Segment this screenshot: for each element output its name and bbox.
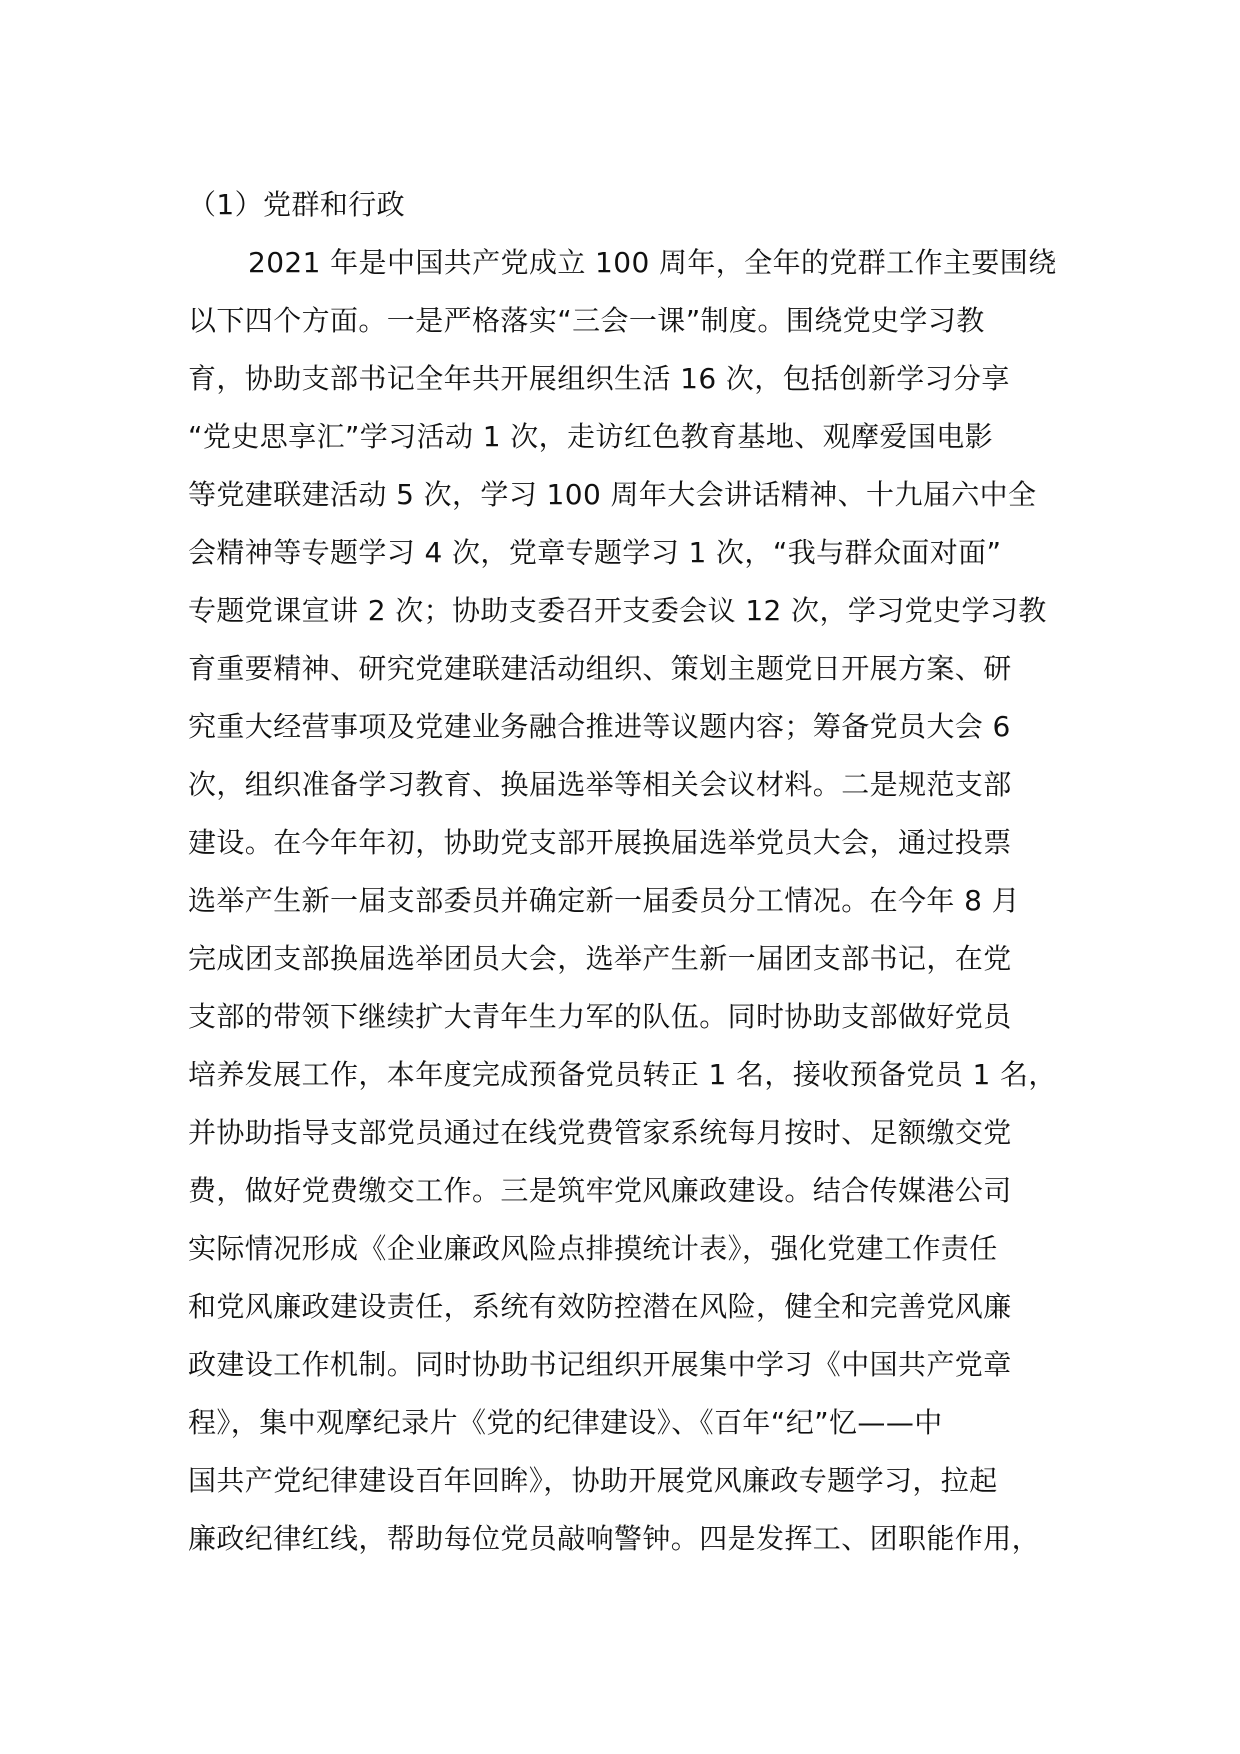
document-body bbox=[188, 176, 1058, 1568]
paragraph-line: 以下四个方面。一是严格落实“三会一课”制度。围绕党史学习教 bbox=[188, 304, 985, 337]
paragraph-line: 专题党课宣讲 2 次；协助支委召开支委会议 12 次，学习党史学习教 bbox=[188, 594, 1047, 627]
paragraph-line: 支部的带领下继续扩大青年生力军的队伍。同时协助支部做好党员 bbox=[188, 1000, 1012, 1033]
paragraph-line: 实际情况形成《企业廉政风险点排摸统计表》，强化党建工作责任 bbox=[188, 1232, 998, 1265]
section-heading: （1）党群和行政 bbox=[188, 188, 406, 221]
paragraph-line: 选举产生新一届支部委员并确定新一届委员分工情况。在今年 8 月 bbox=[188, 884, 1021, 917]
paragraph-line: 并协助指导支部党员通过在线党费管家系统每月按时、足额缴交党 bbox=[188, 1116, 1012, 1149]
paragraph-line: 完成团支部换届选举团员大会，选举产生新一届团支部书记，在党 bbox=[188, 942, 1012, 975]
paragraph-line: 培养发展工作，本年度完成预备党员转正 1 名，接收预备党员 1 名， bbox=[188, 1058, 1057, 1091]
paragraph-line: 建设。在今年年初，协助党支部开展换届选举党员大会，通过投票 bbox=[188, 826, 1012, 859]
paragraph-line: 和党风廉政建设责任，系统有效防控潜在风险，健全和完善党风廉 bbox=[188, 1290, 1012, 1323]
paragraph-line: 究重大经营事项及党建业务融合推进等议题内容；筹备党员大会 6 bbox=[188, 710, 1011, 743]
paragraph-line: 次，组织准备学习教育、换届选举等相关会议材料。二是规范支部 bbox=[188, 768, 1012, 801]
paragraph-line: 程》，集中观摩纪录片《党的纪律建设》、《百年“纪”忆——中 bbox=[188, 1406, 943, 1439]
paragraph-line: 育重要精神、研究党建联建活动组织、策划主题党日开展方案、研 bbox=[188, 652, 1012, 685]
paragraph-line: 国共产党纪律建设百年回眸》，协助开展党风廉政专题学习，拉起 bbox=[188, 1464, 998, 1497]
paragraph-line: 廉政纪律红线，帮助每位党员敲响警钟。四是发挥工、团职能作用， bbox=[188, 1522, 1041, 1555]
paragraph-line: 等党建联建活动 5 次，学习 100 周年大会讲话精神、十九届六中全 bbox=[188, 478, 1037, 511]
paragraph-line: 育，协助支部书记全年共开展组织生活 16 次，包括创新学习分享 bbox=[188, 362, 1010, 395]
body-paragraph bbox=[188, 234, 1058, 1568]
paragraph-line: 2021 年是中国共产党成立 100 周年，全年的党群工作主要围绕 bbox=[248, 246, 1057, 279]
paragraph-line: 费，做好党费缴交工作。三是筑牢党风廉政建设。结合传媒港公司 bbox=[188, 1174, 1012, 1207]
paragraph-line: “党史思享汇”学习活动 1 次，走访红色教育基地、观摩爱国电影 bbox=[188, 420, 994, 453]
paragraph-line: 政建设工作机制。同时协助书记组织开展集中学习《中国共产党章 bbox=[188, 1348, 1012, 1381]
paragraph-line: 会精神等专题学习 4 次，党章专题学习 1 次，“我与群众面对面” bbox=[188, 536, 1002, 569]
